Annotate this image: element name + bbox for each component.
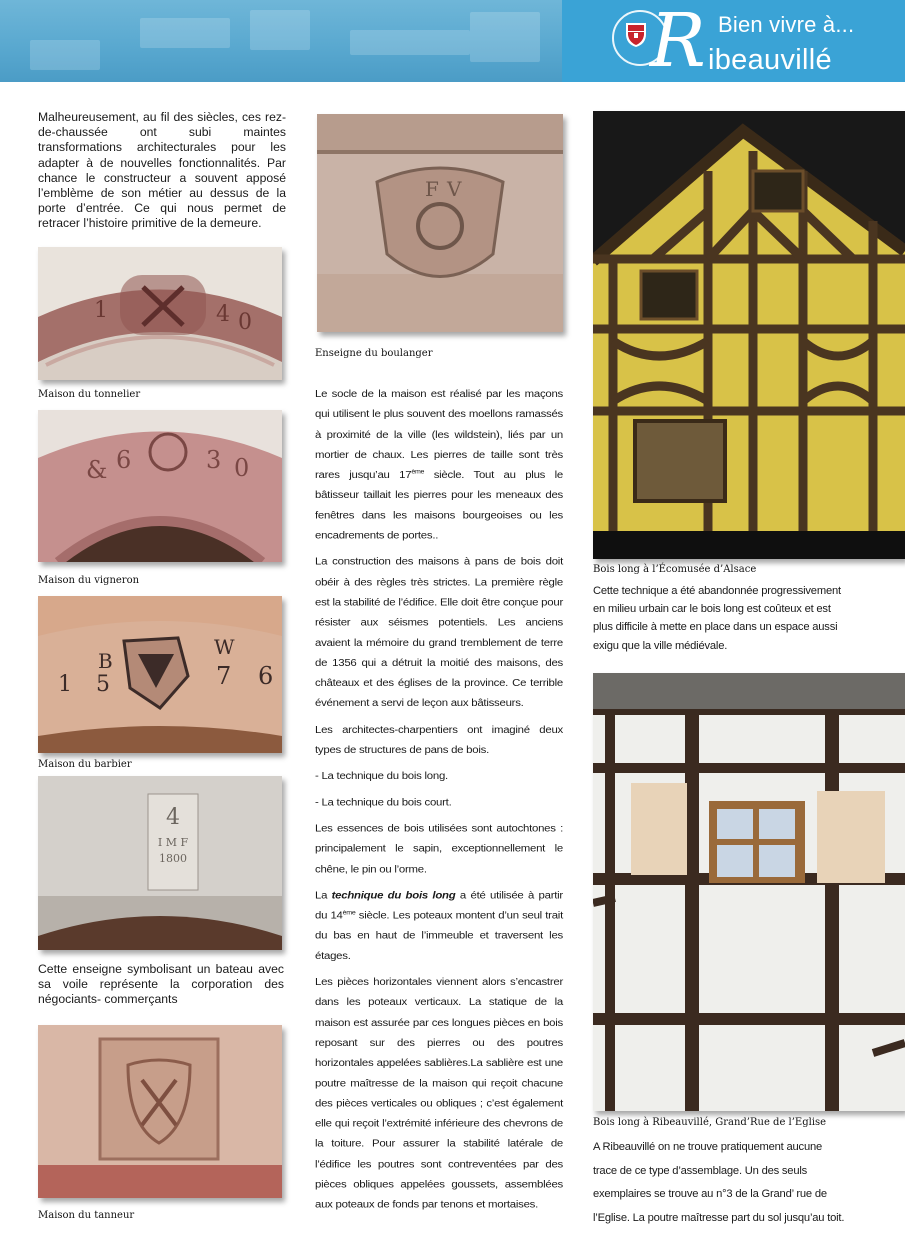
photo-ribeauville xyxy=(593,673,905,1111)
photo-vigneron xyxy=(38,410,282,562)
logo-letter: R xyxy=(650,0,706,84)
carved-digit: B xyxy=(98,649,113,673)
carved-digit: 0 xyxy=(234,454,250,482)
paragraph-bois-long: La technique du bois long a été utilisée à partir du 14ème siècle. Les poteaux montent d’un seul trait du bas en haut de l’immeuble et traversent les étages. xyxy=(315,890,563,962)
paragraph-socle: Le socle de la maison est réalisé par les maçons qui utilisent le plus souvent des moellons ramassés à proximité de la ville (les wildstein), liés par un mortier de chaux. Les pierres de taille sont très rares jusqu’au 17ème siècle. Tout au plus le bâtisseur taillait les pierres pour les meneaux des fenêtres dans les maisons bourgeoises ou les encadrements de portes.. xyxy=(315,389,563,542)
caption-tonnelier: Maison du tonnelier xyxy=(38,389,141,400)
intro-paragraph: Malheureusement, au fil des siècles, ces rez-de-chaussée ont subi maintes transformations architecturales pour les adapter à de nouvelles fonctionnalités. Par chance le constructeur a souvent apposé l’emblème de son métier au dessus de la porte d’entrée. Ce qui nous permet de retracer l’histoire primitive de la demeure. xyxy=(38,110,286,231)
coat-of-arms-icon xyxy=(625,22,647,48)
photo-tonnelier xyxy=(38,247,282,380)
carved-digit: 1 xyxy=(94,298,108,323)
carved-digit: 6 xyxy=(116,446,132,474)
paragraph-pieces: Les pièces horizontales viennent alors s’encastrer dans les poteaux verticaux. La statique de la maison est assurée par ces longues pièces en bois reposant sur des pierres ou des poutres horizontales appelées sablières.La sablière est une poutre maîtresse de la maison qui reçoit chacune des pièces verticales ou obliques ; c’est également elle qui reçoit l’extrémité inférieure des chevrons de la toiture. Pour assurer la stabilité latérale de l’édifice les poutres sont contreventées par des pièces obliques appelées goussets, assemblées aux poteaux de fonds par tenons et mortaises. xyxy=(315,977,563,1211)
photo-tanneur xyxy=(38,1025,282,1198)
paragraph-essences: Les essences de bois utilisées sont autochtones : principalement le sapin, exceptionnellement le chêne, le pin ou l’orme. xyxy=(315,823,563,875)
body-text xyxy=(315,385,563,1222)
header-title-line1: Bien vivre à... xyxy=(718,12,855,37)
caption-tanneur: Maison du tanneur xyxy=(38,1210,135,1221)
text-ribeauville: A Ribeauvillé on ne trouve pratiquement aucune trace de ce type d’assemblage. Un des seuls exemplaires se trouve au n°3 de la Grand’ rue de l’Eglise. La poutre maîtresse part du sol jusqu’au toit. xyxy=(593,1141,845,1224)
header-banner-photo xyxy=(0,0,562,82)
header-title-line2: ibeauvillé xyxy=(708,44,832,76)
list-item: - La technique du bois court. xyxy=(315,797,452,808)
carved-digit: & xyxy=(86,456,108,484)
photo-boulanger xyxy=(317,114,563,332)
carved-digit: 0 xyxy=(238,310,252,335)
caption-ecomusee: Bois long à l’Écomusée d’Alsace xyxy=(593,564,757,575)
carved-digit: 4 xyxy=(166,805,180,830)
paragraph-types: Les architectes-charpentiers ont imaginé deux types de structures de pans de bois. xyxy=(315,724,563,756)
caption-vigneron: Maison du vigneron xyxy=(38,575,140,586)
carved-digit: 3 xyxy=(206,446,222,474)
carved-digit: 7 xyxy=(216,662,232,690)
carved-digit: 1800 xyxy=(159,852,187,865)
caption-negociants: Cette enseigne symbolisant un bateau avec sa voile représente la corporation des négociants- commerçants xyxy=(38,962,284,1006)
carved-digit: 5 xyxy=(96,672,110,697)
caption-boulanger: Enseigne du boulanger xyxy=(315,348,433,359)
photo-ecomusee xyxy=(593,111,905,559)
carved-digit: 1 xyxy=(58,672,72,697)
carved-letter: V xyxy=(447,177,462,201)
paragraph-construction: La construction des maisons à pans de bois doit obéir à des règles très strictes. La première règle est la stabilité de l’édifice. Elle doit être conçue pour résister aux séismes potentiels. Les anciens avaient la mémoire du grand tremblement de terre de 1356 qui a détruit la moitié des maisons, des châteaux et des églises de la province. Ce terrible événement a servi de leçon aux bâtisseurs. xyxy=(315,557,563,709)
text-abandon: Cette technique a été abandonnée progressivement en milieu urbain car le bois long est coûteux et est plus difficile à mette en place dans un espace aussi exigu que la ville médiévale. xyxy=(593,585,841,652)
carved-letter: F xyxy=(425,177,439,201)
carved-digit: I M F xyxy=(157,836,189,849)
photo-negociants xyxy=(38,776,282,950)
photo-barbier xyxy=(38,596,282,753)
list-item: - La technique du bois long. xyxy=(315,771,448,782)
caption-barbier: Maison du barbier xyxy=(38,759,132,770)
caption-ribeauville: Bois long à Ribeauvillé, Grand’Rue de l’Eglise xyxy=(593,1117,827,1128)
carved-digit: W xyxy=(214,635,235,659)
carved-digit: 4 xyxy=(216,302,230,327)
carved-digit: 6 xyxy=(258,662,274,690)
